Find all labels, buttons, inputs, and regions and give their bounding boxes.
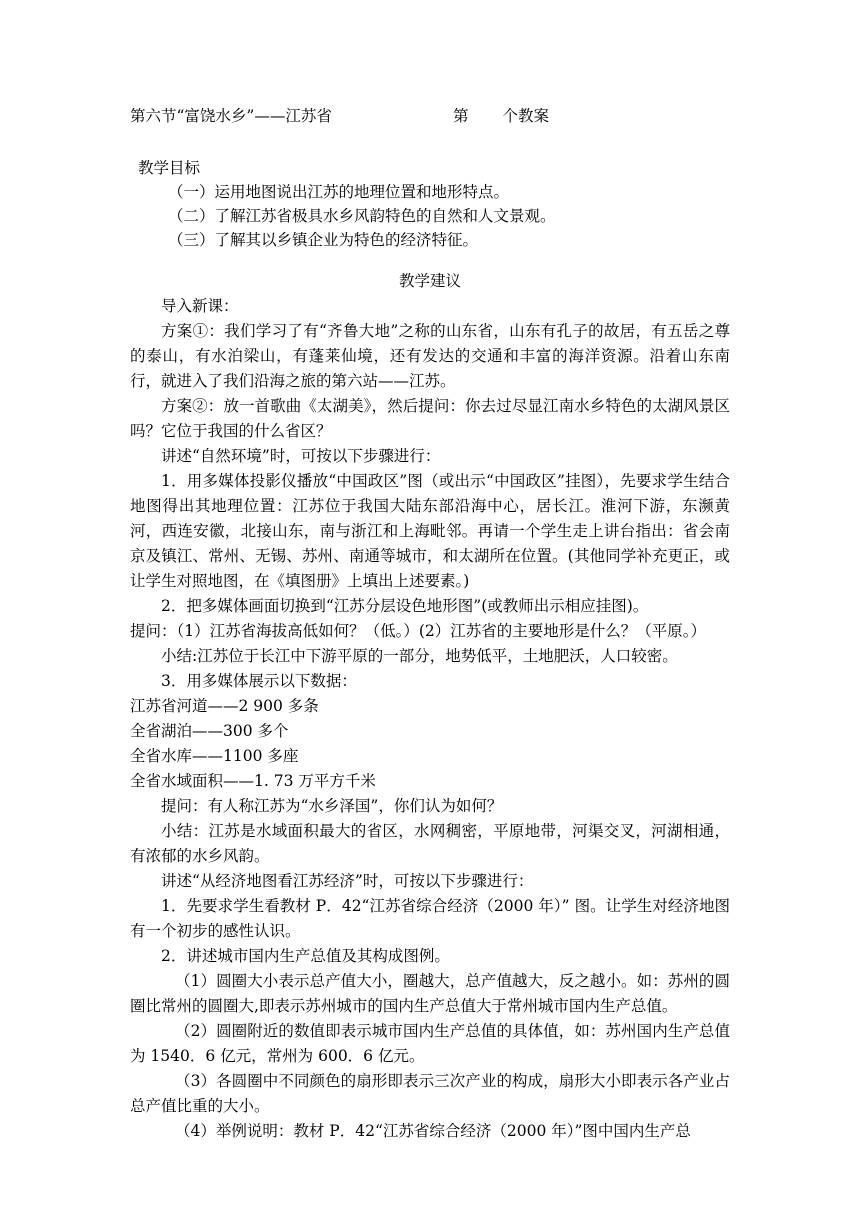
step-one: 1．用多媒体投影仪播放“中国政区”图（或出示“中国政区”挂图），先要求学生结合地图得出其地理位置：江苏位于我国大陆东部沿海中心，居长江。淮河下游，东濒黄河，西连安徽，北接山东，南与浙江和上海毗邻。再请一个学生走上讲台指出：省会南京及镇江、常州、无锡、苏州、南通等城市，和太湖所在位置。(其他同学补充更正，或让学生对照地图，在《填图册》上填出上述要素。)	[130, 472, 730, 590]
plan-two: 方案②：放一首歌曲《太湖美》，然后提问：你去过尽显江南水乡特色的太湖风景区吗？它位于我国的什么省区？	[130, 397, 730, 440]
step-two-line1: 2．把多媒体画面切换到“江苏分层设色地形图”(或教师出示相应挂图)。	[161, 597, 649, 615]
suggestions-body	[130, 294, 730, 1144]
step-three: 3．用多媒体展示以下数据：	[161, 672, 357, 690]
economy-step-two-4: （4）举例说明：教材 P．42“江苏省综合经济（2000 年）”图中国内生产总	[175, 1122, 691, 1140]
objective-item: （一）运用地图说出江苏的地理位置和地形特点。	[168, 183, 510, 201]
economy-step-two-1: （1）圆圈大小表示总产值大小，圈越大，总产值越大，反之越小。如：苏州的圆圈比常州的圆圈大,即表示苏州城市的国内生产总值大于常州城市国内生产总值。	[130, 972, 730, 1015]
question: 提问：有人称江苏为“水乡泽国”，你们认为如何？	[161, 797, 503, 815]
economy-step-two-3: （3）各圆圈中不同颜色的扇形即表示三次产业的构成，扇形大小即表示各产业占总产值比重的大小。	[130, 1072, 730, 1115]
data-line: 江苏省河道——2 900 多条	[130, 697, 319, 715]
objective-item: （二）了解江苏省极具水乡风韵特色的自然和人文景观。	[168, 207, 556, 225]
nature-intro: 讲述“自然环境”时，可按以下步骤进行：	[161, 447, 441, 465]
lesson-suffix: 个教案	[502, 107, 550, 125]
lesson-prefix: 第	[453, 107, 469, 125]
data-line: 全省水域面积——1. 73 万平方千米	[130, 772, 376, 790]
suggestions-heading: 教学建议	[398, 272, 461, 290]
document-page	[130, 104, 730, 1144]
step-two-line2: 提问：（1）江苏省海拔高低如何？（低。）(2）江苏省的主要地形是什么？（平原。）	[130, 622, 707, 640]
objective-item: （三）了解其以乡镇企业为特色的经济特征。	[168, 231, 479, 249]
economy-step-one: 1．先要求学生看教材 P．42“江苏省综合经济（2000 年）” 图。让学生对经济地图有一个初步的感性认识。	[130, 897, 730, 940]
economy-step-two-2: （2）圆圈附近的数值即表示城市国内生产总值的具体值，如：苏州国内生产总值为 1540．6 亿元，常州为 600．6 亿元。	[130, 1022, 730, 1065]
economy-step-two: 2．讲述城市国内生产总值及其构成图例。	[161, 947, 450, 965]
summary-two: 小结：江苏是水域面积最大的省区，水网稠密，平原地带，河渠交叉，河湖相通，有浓郁的水乡风韵。	[130, 822, 730, 865]
summary-one: 小结:江苏位于长江中下游平原的一部分，地势低平，土地肥沃，人口较密。	[161, 647, 678, 665]
plan-one: 方案①：我们学习了有“齐鲁大地”之称的山东省，山东有孔子的故居，有五岳之尊的泰山，有水泊梁山，有蓬莱仙境，还有发达的交通和丰富的海洋资源。沿着山东南行，就进入了我们沿海之旅的第六站——江苏。	[130, 322, 730, 390]
lesson-number	[453, 104, 549, 126]
economy-intro: 讲述“从经济地图看江苏经济”时，可按以下步骤进行：	[161, 872, 534, 890]
objectives-heading: 教学目标	[138, 159, 201, 177]
data-line: 全省湖泊——300 多个	[130, 722, 289, 740]
section-title: 第六节“富饶水乡”——江苏省	[130, 107, 332, 125]
intro-label: 导入新课：	[161, 297, 239, 315]
data-line: 全省水库——1100 多座	[130, 747, 299, 765]
title-row	[130, 104, 730, 128]
